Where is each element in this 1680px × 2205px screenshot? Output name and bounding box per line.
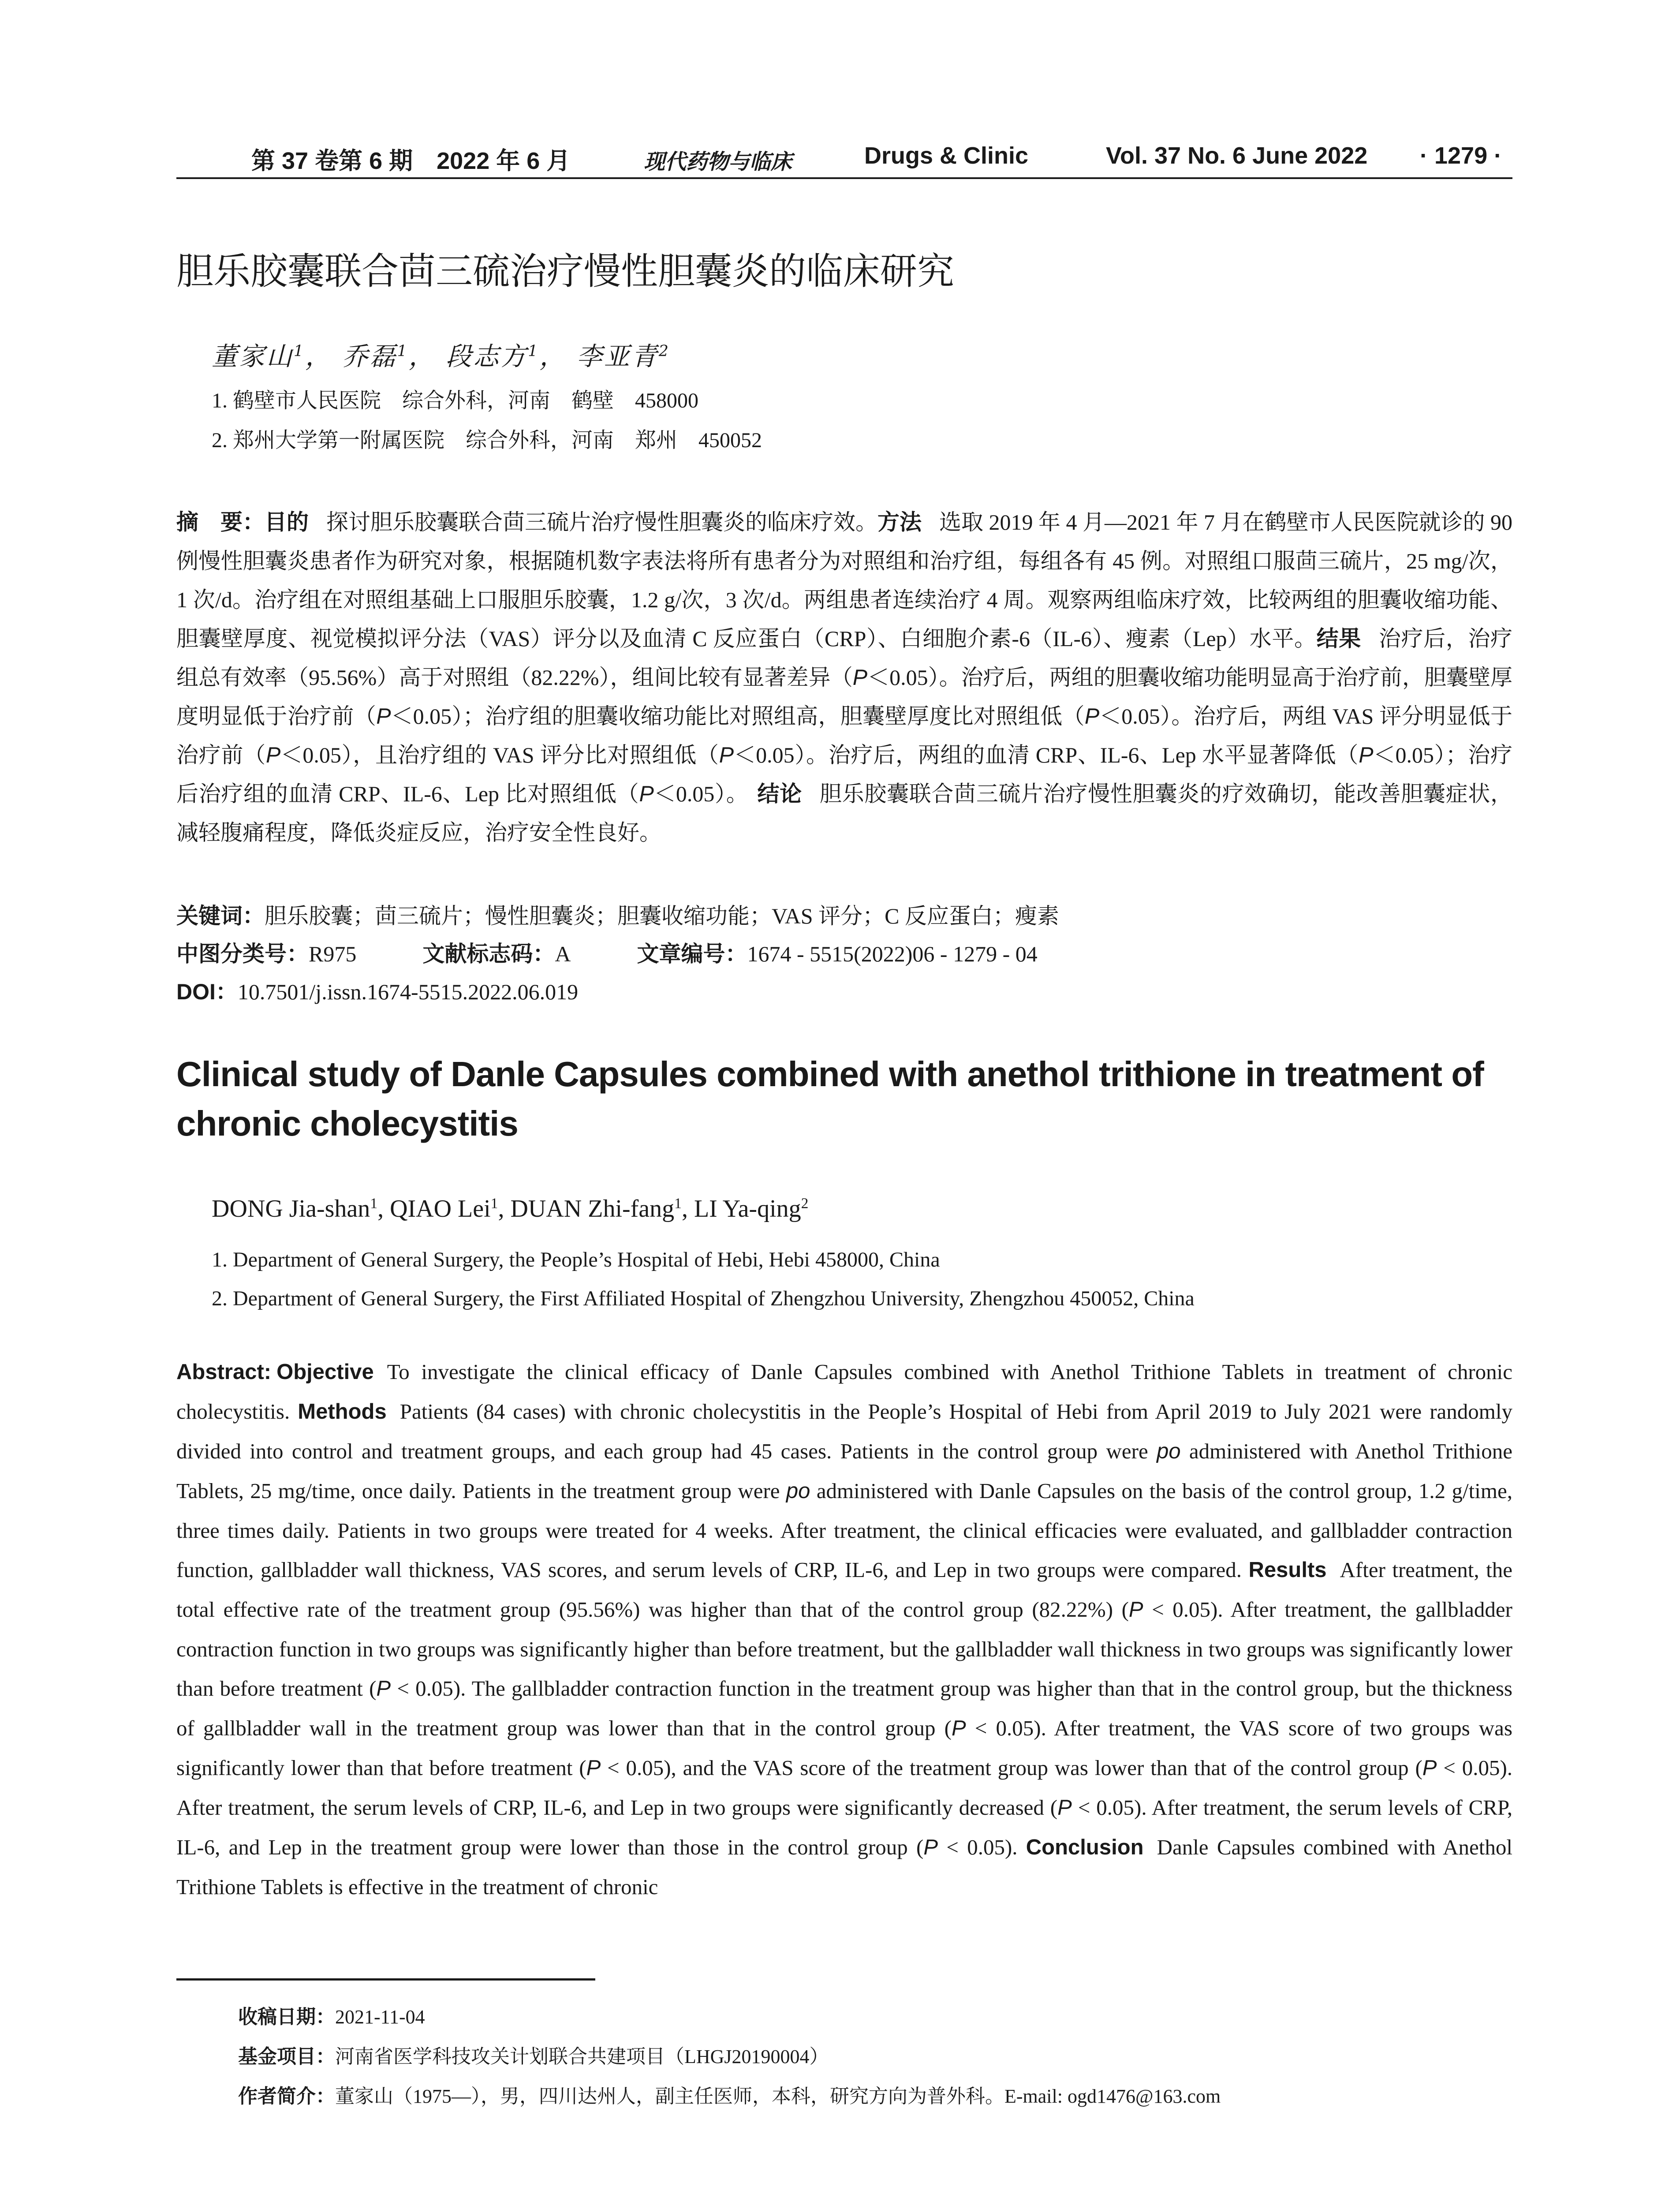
doc-code-value: A <box>555 942 571 966</box>
doi-label: DOI： <box>176 979 238 1004</box>
authors-en: DONG Jia-shan$^1$, QIAO Lei$^1$, DUAN Zhi-fang$^1$, LI Ya-qing$^2$ <box>212 1195 809 1222</box>
affiliation-en-1: 1. Department of General Surgery, the People’s Hospital of Hebi, Hebi 458000, China <box>212 1248 940 1271</box>
title-cn: 胆乐胶囊联合茴三硫治疗慢性胆囊炎的临床研究 <box>176 250 955 293</box>
results-text: ＜0.05）；治疗组的胆囊收缩功能比对照组高，胆囊壁厚度比对照组低（ <box>391 704 1085 729</box>
fund-label: 基金项目： <box>238 2046 335 2067</box>
received-date: 2021-11-04 <box>335 2006 425 2028</box>
objective-text: 探讨胆乐胶囊联合茴三硫片治疗慢性胆囊炎的临床疗效。 <box>326 510 877 534</box>
p-symbol: P <box>376 1677 391 1700</box>
author-name: DUAN Zhi-fang <box>510 1195 675 1222</box>
p-symbol: P <box>376 704 391 729</box>
article-number-value: 1674 - 5515(2022)06 - 1279 - 04 <box>747 942 1038 966</box>
results-text: < 0.05), and the VAS score of the treatment group was lower than that of the control group ( <box>601 1756 1422 1780</box>
objective-label: 目的 <box>265 510 309 534</box>
article-number-label: 文章编号： <box>637 942 747 966</box>
results-text: < 0.05). After treatment, the serum levels of CRP, IL-6, and Lep in two groups were significantly decreased ( <box>176 1756 1513 1820</box>
author-name: 乔磊 <box>342 341 397 371</box>
affiliation-cn-1: 1. 鹤壁市人民医院 综合外科，河南 鹤壁 458000 <box>212 389 699 412</box>
results-text: < 0.05). After treatment, the VAS score of two groups was significantly lower than that before treatment ( <box>176 1716 1512 1780</box>
doc-code-label: 文献标志码： <box>422 942 555 966</box>
keywords-text: 胆乐胶囊；茴三硫片；慢性胆囊炎；胆囊收缩功能；VAS 评分；C 反应蛋白；瘦素 <box>265 904 1059 928</box>
objective-label: Objective <box>276 1360 374 1384</box>
author-name: LI Ya-qing <box>694 1195 801 1222</box>
author-affil-sup: 1 <box>528 342 540 360</box>
methods-label: 方法 <box>877 510 922 534</box>
results-text: ＜0.05）。 <box>653 781 749 806</box>
clc-label: 中图分类号： <box>176 942 309 966</box>
methods-text: 选取 2019 年 4 月—2021 年 7 月在鹤壁市人民医院就诊的 90 例慢性胆囊炎患者作为研究对象，根据随机数字表法将所有患者分为对照组和治疗组，每组各有 45 例。对照组口服茴三硫片，25 mg/次，1 次/d。治疗组在对照组基础上口服胆乐胶囊，1.2 g/次，3 次/d。两组患者连续治疗 4 周。观察两组临床疗效，比较两组的胆囊收缩功能、胆囊壁厚度、视觉模拟评分法（VAS）评分以及血清 C 反应蛋白（CRP）、白细胞介素-6（IL-6）、瘦素（Lep）水平。 <box>176 510 1512 651</box>
methods-text: administered with Anethol Trithione Tablets, 25 mg/time, once daily. Patients in the treatment group were <box>176 1439 1513 1503</box>
author-name: 李亚青 <box>576 341 659 371</box>
p-symbol: P <box>1422 1756 1437 1780</box>
running-header <box>176 132 1512 176</box>
results-text: ＜0.05）。治疗后，两组的血清 CRP、IL-6、Lep 水平显著降低（ <box>734 743 1359 767</box>
results-text: ＜0.05）。治疗后，两组 VAS 评分明显低于治疗前（ <box>176 704 1513 767</box>
methods-text: administered with Danle Capsules on the basis of the control group, 1.2 g/time, three times daily. Patients in two groups were treated for 4 weeks. After treatment, the clinical efficacies were evaluated, and gallbladder contraction function, gallbladder wall thickness, VAS scores, and serum levels of CRP, IL-6, and Lep in two groups were compared. <box>176 1479 1512 1582</box>
issue-cn: 第 37 卷第 6 期 2022 年 6 月 <box>251 148 571 174</box>
author-bio-label: 作者简介： <box>238 2085 335 2107</box>
conclusion-text: 胆乐胶囊联合茴三硫片治疗慢性胆囊炎的疗效确切，能改善胆囊症状，减轻腹痛程度，降低炎症反应，治疗安全性良好。 <box>176 781 1513 845</box>
author-bio-text: 董家山（1975—），男，四川达州人，副主任医师，本科，研究方向为普外科。E-mail: ogd1476@163.com <box>335 2085 1221 2107</box>
p-symbol: P <box>1359 743 1374 767</box>
author-affil-sup: 1 <box>397 342 409 360</box>
footnote-fund <box>238 2044 829 2070</box>
clc-value: R975 <box>309 942 357 966</box>
p-symbol: P <box>265 743 281 767</box>
journal-name-en: Drugs & Clinic <box>864 142 1029 169</box>
methods-label: Methods <box>298 1400 387 1424</box>
p-symbol: P <box>586 1756 601 1780</box>
results-text: < 0.05). After treatment, the serum levels of CRP, IL-6, and Lep in the treatment group were lower than those in the control group ( <box>176 1795 1513 1859</box>
results-text: < 0.05). The gallbladder contraction function in the treatment group was higher than that in the control group, but the thickness of gallbladder wall in the treatment group was lower than that in the control group ( <box>176 1676 1512 1740</box>
abstract-en <box>176 1352 1512 1906</box>
affiliation-en-2: 2. Department of General Surgery, the First Affiliated Hospital of Zhengzhou University, Zhengzhou 450052, China <box>212 1287 1195 1310</box>
author-affil-sup: 2 <box>801 1195 809 1212</box>
abstract-label: Abstract: <box>176 1360 272 1384</box>
p-symbol: P <box>1084 704 1100 729</box>
results-text: After treatment, the total effective rate of the treatment group (95.56%) was higher than that of the control group (82.22%) ( <box>176 1558 1512 1622</box>
keywords <box>176 901 1059 931</box>
results-text: 治疗后，治疗组总有效率（95.56%）高于对照组（82.22%），组间比较有显著差异（ <box>176 626 1513 690</box>
results-text: ＜0.05）；治疗后治疗组的血清 CRP、IL-6、Lep 比对照组低（ <box>176 743 1513 806</box>
authors-cn: 董家山$^1$， 乔磊$^1$， 段志方$^1$， 李亚青$^2$ <box>212 341 670 371</box>
results-text: < 0.05). After treatment, the gallbladder contraction function in two groups was significantly higher than before treatment, but the gallbladder wall thickness in two groups was significantly lower than before treatment ( <box>176 1597 1512 1700</box>
p-symbol: P <box>639 781 654 806</box>
author-name: DONG Jia-shan <box>212 1195 370 1222</box>
abstract-label: 摘 要： <box>176 510 265 534</box>
p-symbol: P <box>719 743 734 767</box>
author-name: 董家山 <box>212 341 294 371</box>
conclusion-label: Conclusion <box>1026 1835 1144 1859</box>
author-affil-sup: 1 <box>370 1195 378 1212</box>
author-affil-sup: 1 <box>490 1195 498 1212</box>
results-text: < 0.05). <box>938 1835 1018 1859</box>
title-en: Clinical study of Danle Capsules combined with anethol trithione in treatment of chronic cholecystitis <box>176 1054 1484 1143</box>
po-abbrev: po <box>786 1479 810 1503</box>
header-rule <box>176 177 1512 179</box>
affiliation-cn-2: 2. 郑州大学第一附属医院 综合外科，河南 郑州 450052 <box>212 429 762 452</box>
footnote-received <box>238 2004 425 2030</box>
keywords-label: 关键词： <box>176 904 265 928</box>
p-symbol: P <box>1128 1598 1143 1622</box>
conclusion-text: Danle Capsules combined with Anethol Trithione Tablets is effective in the treatment of chronic <box>176 1835 1513 1899</box>
p-symbol: P <box>951 1716 966 1740</box>
received-label: 收稿日期： <box>238 2006 335 2028</box>
objective-text: To investigate the clinical efficacy of Danle Capsules combined with Anethol Trithione Tablets in treatment of chronic cholecystitis. <box>176 1360 1512 1424</box>
journal-name-cn: 现代药物与临床 <box>644 149 792 174</box>
author-name: QIAO Lei <box>390 1195 491 1222</box>
results-label: 结果 <box>1316 626 1361 651</box>
po-abbrev: po <box>1157 1439 1181 1463</box>
doi <box>176 976 578 1007</box>
author-affil-sup: 1 <box>674 1195 682 1212</box>
p-symbol: P <box>1057 1796 1072 1820</box>
abstract-cn <box>176 503 1512 852</box>
conclusion-label: 结论 <box>757 781 802 806</box>
footnote-author <box>238 2083 1221 2110</box>
footnote-rule <box>176 1978 595 1981</box>
author-affil-sup: 2 <box>658 342 670 360</box>
methods-text: Patients (84 cases) with chronic cholecystitis in the People’s Hospital of Hebi from April 2019 to July 2021 were randomly divided into control and treatment groups, and each group had 45 cases. Patients in the control group were <box>176 1399 1513 1463</box>
results-label: Results <box>1248 1558 1327 1582</box>
classification <box>176 938 1038 969</box>
author-affil-sup: 1 <box>294 342 306 360</box>
doi-link[interactable]: 10.7501/j.issn.1674-5515.2022.06.019 <box>237 979 579 1004</box>
results-text: ＜0.05），且治疗组的 VAS 评分比对照组低（ <box>280 743 719 767</box>
issue-en: Vol. 37 No. 6 June 2022 <box>1106 142 1368 169</box>
p-symbol: P <box>923 1835 938 1859</box>
author-name: 段志方 <box>446 341 528 371</box>
fund-text: 河南省医学科技攻关计划联合共建项目（LHGJ20190004） <box>335 2046 829 2067</box>
results-text: ＜0.05）。治疗后，两组的胆囊收缩功能明显高于治疗前，胆囊壁厚度明显低于治疗前（ <box>176 665 1512 729</box>
page-number: · 1279 · <box>1420 142 1502 169</box>
p-symbol: P <box>852 665 868 690</box>
